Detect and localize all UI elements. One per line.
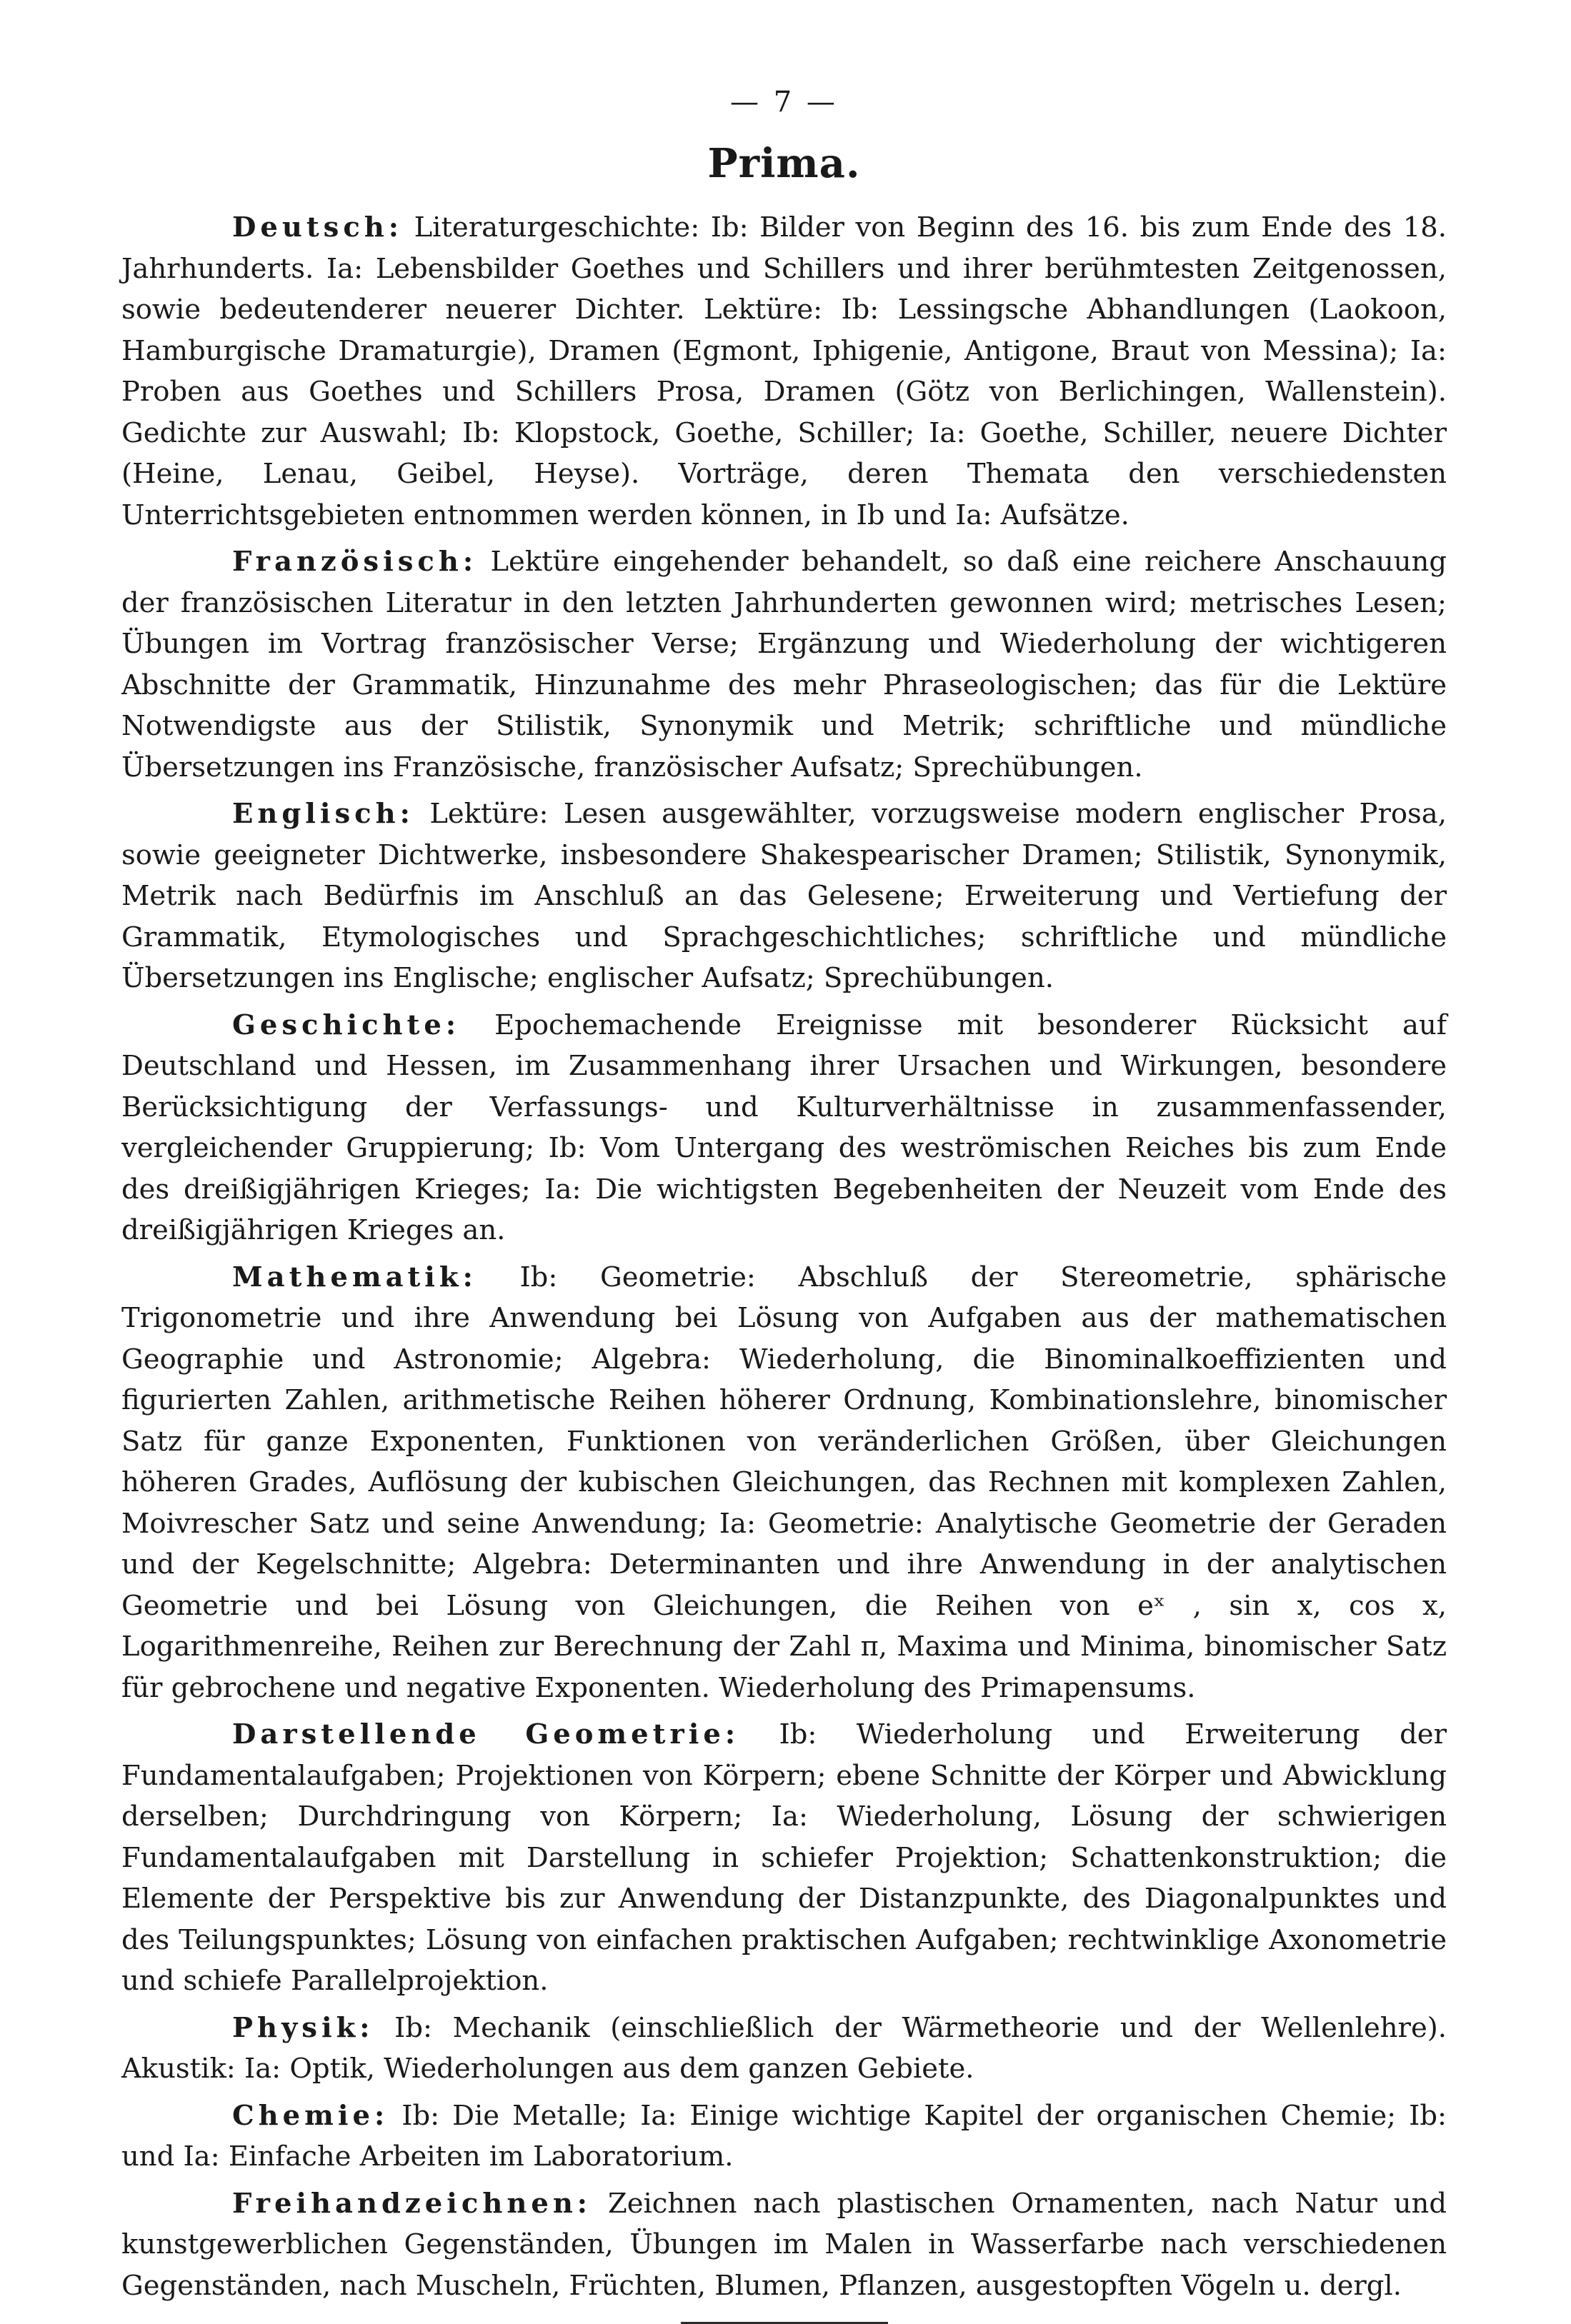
section-darstellende-geometrie xyxy=(121,1714,1447,2002)
section-text: Ib: Mechanik (einschließlich der Wärmetheorie und der Wellenlehre). Akustik: Ia: Optik, Wiederholungen aus dem ganzen Gebiete. xyxy=(121,2011,1447,2085)
section-subject: Mathematik: xyxy=(232,1261,477,1293)
section-geschichte xyxy=(121,1005,1447,1251)
section-subject: Chemie: xyxy=(232,2099,389,2132)
page-number: — 7 — xyxy=(730,86,838,119)
section-text: Literaturgeschichte: Ib: Bilder von Beginn des 16. bis zum Ende des 18. Jahrhunderts. Ia: Lebensbilder Goethes und Schillers und ihrer berühmtesten Zeitgenossen, sowie bedeutenderer neuerer Dichter. Lektüre: Ib: Lessingsche Abhandlungen (Laokoon, Hamburgische Dramaturgie), Dramen (Egmont, Iphigenie, Antigone, Braut von Messina); Ia: Proben aus Goethes und Schillers Prosa, Dramen (Götz von Berlichingen, Wallenstein). Gedichte zur Auswahl; Ib: Klopstock, Goethe, Schiller; Ia: Goethe, Schiller, neuere Dichter (Heine, Lenau, Geibel, Heyse). Vorträge, deren Themata den verschiedensten Unterrichtsgebieten entnommen werden können, in Ib und Ia: Aufsätze. xyxy=(121,211,1447,531)
section-text: Ib: Die Metalle; Ia: Einige wichtige Kapitel der organischen Chemie; Ib: und Ia: Einfache Arbeiten im Laboratorium. xyxy=(121,2099,1447,2173)
section-subject: Darstellende Geometrie: xyxy=(232,1718,740,1750)
section-chemie xyxy=(121,2095,1447,2178)
section-text: Zeichnen nach plastischen Ornamenten, nach Natur und kunstgewerblichen Gegenständen, Übungen im Malen in Wasserfarbe nach verschiedenen Gegenständen, nach Muscheln, Früchten, Blumen, Pflanzen, ausgestopften Vögeln u. dergl. xyxy=(121,2187,1447,2302)
section-text: Ib: Geometrie: Abschluß der Stereometrie, sphärische Trigonometrie und ihre Anwendung bei Lösung von Aufgaben aus der mathematischen Geographie und Astronomie; Algebra: Wiederholung, die Binominalkoeffizienten und figurierten Zahlen, arithmetische Reihen höherer Ordnung, Kombinationslehre, binomischer Satz für ganze Exponenten, Funktionen von veränderlichen Größen, über Gleichungen höheren Grades, Auflösung der kubischen Gleichungen, das Rechnen mit komplexen Zahlen, Moivrescher Satz und seine Anwendung; Ia: Geometrie: Analytische Geometrie der Geraden und der Kegelschnitte; Algebra: Determinanten und ihre Anwendung in der analytischen Geometrie und bei Lösung von Gleichungen, die Reihen von eˣ , sin x, cos x, Logarithmenreihe, Reihen zur Berechnung der Zahl π, Maxima und Minima, binomischer Satz für gebrochene und negative Exponenten. Wiederholung des Primapensums. xyxy=(121,1261,1447,1704)
section-subject: Freihandzeichnen: xyxy=(232,2187,592,2220)
section-subject: Deutsch: xyxy=(232,211,403,244)
section-deutsch xyxy=(121,207,1447,536)
section-physik xyxy=(121,2008,1447,2090)
section-text: Epochemachende Ereignisse mit besonderer Rücksicht auf Deutschland und Hessen, im Zusammenhang ihrer Ursachen und Wirkungen, besondere Berücksichtigung der Verfassungs- und Kulturverhältnisse in zusammenfassender, vergleichender Gruppierung; Ib: Vom Untergang des weströmischen Reiches bis zum Ende des dreißigjährigen Krieges; Ia: Die wichtigsten Begebenheiten der Neuzeit vom Ende des dreißigjährigen Krieges an. xyxy=(121,1008,1447,1246)
section-freihandzeichnen xyxy=(121,2183,1447,2307)
section-subject: Französisch: xyxy=(232,546,478,578)
section-subject: Englisch: xyxy=(232,798,414,830)
document-page xyxy=(121,86,1447,2324)
section-text: Lektüre: Lesen ausgewählter, vorzugsweise modern englischer Prosa, sowie geeigneter Dichtwerke, insbesondere Shakespearischer Dramen; Stilistik, Synonymik, Metrik nach Bedürfnis im Anschluß an das Gelesene; Erweiterung und Vertiefung der Grammatik, Etymologisches und Sprachgeschichtliches; schriftliche und mündliche Übersetzungen ins Englische; englischer Aufsatz; Sprechübungen. xyxy=(121,798,1447,994)
page-title: Prima. xyxy=(707,140,861,187)
section-text: Ib: Wiederholung und Erweiterung der Fundamentalaufgaben; Projektionen von Körpern; ebene Schnitte der Körper und Abwicklung derselben; Durchdringung von Körpern; Ia: Wiederholung, Lösung der schwierigen Fundamentalaufgaben mit Darstellung in schiefer Projektion; Schattenkonstruktion; die Elemente der Perspektive bis zur Anwendung der Distanzpunkte, des Diagonalpunktes und des Teilungspunktes; Lösung von einfachen praktischen Aufgaben; rechtwinklige Axonometrie und schiefe Parallelprojektion. xyxy=(121,1718,1447,1997)
section-englisch xyxy=(121,793,1447,999)
section-franzoesisch xyxy=(121,541,1447,788)
section-subject: Physik: xyxy=(232,2011,374,2044)
section-text: Lektüre eingehender behandelt, so daß eine reichere Anschauung der französischen Literatur in den letzten Jahrhunderten gewonnen wird; metrisches Lesen; Übungen im Vortrag französischer Verse; Ergänzung und Wiederholung der wichtigeren Abschnitte der Grammatik, Hinzunahme des mehr Phraseologischen; das für die Lektüre Notwendigste aus der Stilistik, Synonymik und Metrik; schriftliche und mündliche Übersetzungen ins Französische, französischer Aufsatz; Sprechübungen. xyxy=(121,546,1447,783)
section-mathematik xyxy=(121,1257,1447,1709)
section-subject: Geschichte: xyxy=(232,1008,461,1041)
